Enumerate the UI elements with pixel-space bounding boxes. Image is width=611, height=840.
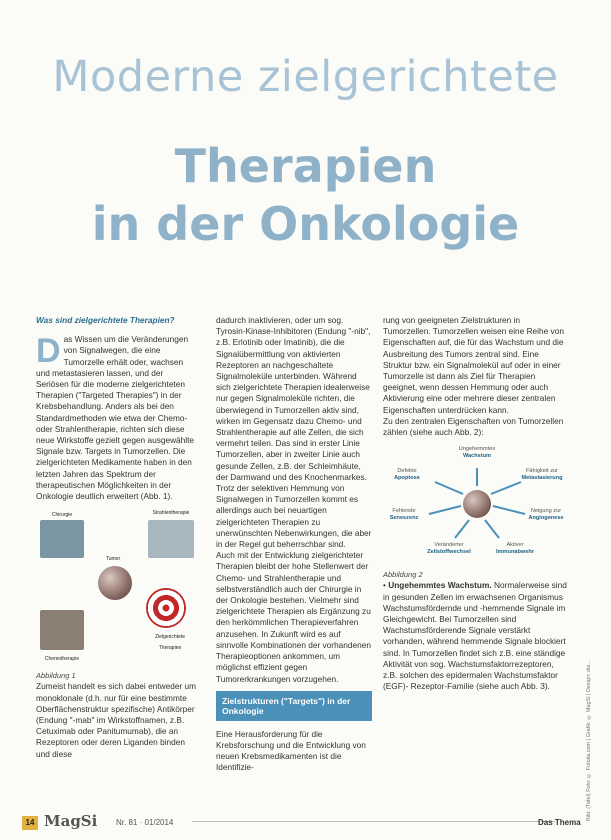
subheading-box: Zielstrukturen ("Targets") in der Onkologie (216, 691, 372, 721)
fig1-label-chirurgie: Chirurgie (51, 512, 73, 519)
column-1 (36, 315, 197, 760)
title-main (0, 137, 611, 253)
fig2-label-zellstoffwechsel: Veränderter Zellstoffwechsel (427, 542, 471, 555)
page-number: 14 (22, 816, 38, 830)
paragraph (36, 334, 197, 502)
figure-2 (383, 442, 569, 567)
footer-rule (192, 821, 555, 822)
section-name: Das Thema (538, 818, 581, 827)
magazine-logo: MagSi (44, 812, 98, 830)
target-icon (146, 588, 186, 628)
fig1-label-strahlentherapie: Strahlentherapie (152, 510, 190, 517)
paragraph-text: as Wissen um die Veränderungen von Signalwegen, die eine Tumorzelle erhält oder, wachsen und metastasieren lassen, und der Seriösen für die moderne zielgerichteten Therapien ("Targeted Therapies") in der Krebsbehandlung. Anders als bei den Standardmethoden wie etwa der Chemo- oder Strahlentherapie, richten sich diese neue Wirkstoffe gezielt gegen ausgewählte Signale bzw. Targets in Tumorzellen. Die zielgerichteten Medikamente haben in den letzten Jahren das Spektrum der therapeutischen Möglichkeiten in der Onkologie deutlich erweitert (Abb. 1). (36, 334, 195, 502)
chemotherapy-photo (40, 610, 84, 650)
paragraph: rung von geeigneten Zielstrukturen in Tumorzellen. Tumorzellen weisen eine Reihe von Eigenschaften auf, die für das Wachstum und die Ausbreitung des Tumors zentral sind. Eine Struktur bzw. ein Signalmolekül auf oder in einer Tumorzelle ist dann als Ziel für Therapien geeignet, wenn dessen Hemmung oder auch Aktivierung eine oder mehrere dieser zentralen Eigenschaften unterdrücken kann. (383, 315, 564, 415)
list-item-text: Normalerweise sind in gesunden Zellen im erwachsenen Organismus Wachstumsfördernde und -hemmende Signale im Gleichgewicht. Bei Tumorzellen sind Wachstumsförderende Signale verstärkt vorhanden, während hemmende Signale blockiert sind. In Tumorzellen findet sich z.B. eine ständige Aktivität von sog. Wachstumsfaktorrezeptoren, z.B. solchen des epidermalen Wachstumsfaktor (EGF)- Rezeptor-Familie (siehe auch Abb. 3). (383, 580, 567, 692)
surgery-photo (40, 520, 84, 558)
paragraph: Zu den zentralen Eigenschaften von Tumorzellen zählen (siehe auch Abb. 2): (383, 415, 564, 438)
section-heading: Was sind zielgerichtete Therapien? (36, 315, 175, 325)
figure-caption: Abbildung 1 (36, 671, 76, 681)
fig2-label-wachstum: Ungehemmtes Wachstum (458, 446, 496, 459)
fig2-label-metastasierung: Fähigkeit zur Metastasierung (521, 468, 563, 481)
list-item-title: Ungehemmtes Wachstum. (388, 580, 492, 591)
title-line-2: Therapien (174, 139, 437, 193)
image-credit: Bild: (Tafel) Foto: © Fotolia.com | Grafik: © MagSi | Design: die... (586, 660, 592, 821)
column-2 (216, 315, 372, 774)
radiotherapy-photo (148, 520, 194, 558)
fig1-label-chemotherapie: Chemotherapie (44, 656, 80, 663)
fig2-label-immunabwehr: Aktiver Immunabwehr (496, 542, 534, 555)
page-footer (0, 812, 611, 834)
fig1-label-tumor: Tumor (105, 556, 121, 563)
figure-1 (36, 508, 197, 668)
fig2-label-seneszenz: Fehlende Seneszenz (389, 508, 419, 521)
fig2-label-apoptose: Defekte Apoptose (394, 468, 420, 481)
fig2-label-angiogenese: Neigung zur Angiogenese (528, 508, 564, 521)
title-line-1: Moderne zielgerichtete (52, 52, 559, 102)
title-line-3: in der Onkologie (91, 197, 520, 251)
issue-info: Nr. 81 · 01/2014 (116, 818, 174, 827)
list-item: • Ungehemmtes Wachstum. Normalerweise sind in gesunden Zellen im erwachsenen Organismus Wachstumsfördernde und -hemmende Signale im Gleichgewicht. Bei Tumorzellen sind Wachstumsförderende Signale verstärkt vorhanden, während hemmende Signale blockiert sind. In Tumorzellen findet sich z.B. eine ständige Aktivität von sog. Wachstumsfaktorrezeptoren, z.B. solchen des epidermalen Wachstumsfaktor (EGF)- Rezeptor-Familie (siehe auch Abb. 3). (383, 580, 567, 692)
drop-cap: D (36, 332, 61, 371)
paragraph: Zumeist handelt es sich dabei entweder um monoklonale (d.h. nur für eine bestimmte Oberflächenstruktur spezifische) Antikörper (Endung "-mab" im Wirkstoffnamen, z.B. Cetuximab oder Panitumumab), die an Rezeptoren oder deren Liganden binden und diese (36, 681, 197, 759)
paragraph: dadurch inaktivieren, oder um sog. Tyrosin-Kinase-Inhibitoren (Endung "-nib", z.B. Erlotinib oder Imatinib), die die Signalübermittlung von aktivierten Rezeptoren an nachgeschaltete Signalmoleküle unterbinden. Während sich zielgerichtete Therapien idealerweise nur gegen Signalmoleküle richten, die überwiegend in Tumorzellen aktiv sind, wirken im Gegensatz dazu Chemo- und Strahlentherapie auf alle Zellen, die sich vermehrt teilen. Das sind in erster Linie Tumorzellen, aber in zweiter Linie auch gesunde Zellen, z.B. der Schleimhäute, der Darmwand und des Knochenmarkes. Trotz der selektiven Hemmung von Signalwegen in Tumorzellen kommt es allerdings auch bei neuartigen zielgerichteten Therapien zu unerwünschten Nebenwirkungen, die aber in der Regel gut beherrschbar sind. (216, 315, 372, 550)
column-3 (383, 315, 569, 692)
tumor-cell-icon (98, 566, 132, 600)
paragraph: Auch mit der Entwicklung zielgerichteter Therapien bleibt der hohe Stellenwert der Chemo- und Strahlentherapie und selbstverständlich auch der Chirurgie in der Onkologie bestehen. Vielmehr sind zielgerichtete Therapien als Ergänzung zu den herkömmlichen Therapieverfahren anzusehen. In Zukunft wird es auf sinnvolle Kombinationen der vorhandenen Therapieoptionen ankommen, um möglichst effizient gegen Tumorerkrankungen vorzugehen. (216, 550, 371, 684)
paragraph: Eine Herausforderung für die Krebsforschung und die Entwicklung von neuen Krebsmedikamenten ist die Identifizie- (216, 728, 366, 773)
figure-caption: Abbildung 2 (383, 570, 423, 580)
fig1-label-zielgerichtet: Zielgerichtete Therapien (154, 634, 185, 652)
